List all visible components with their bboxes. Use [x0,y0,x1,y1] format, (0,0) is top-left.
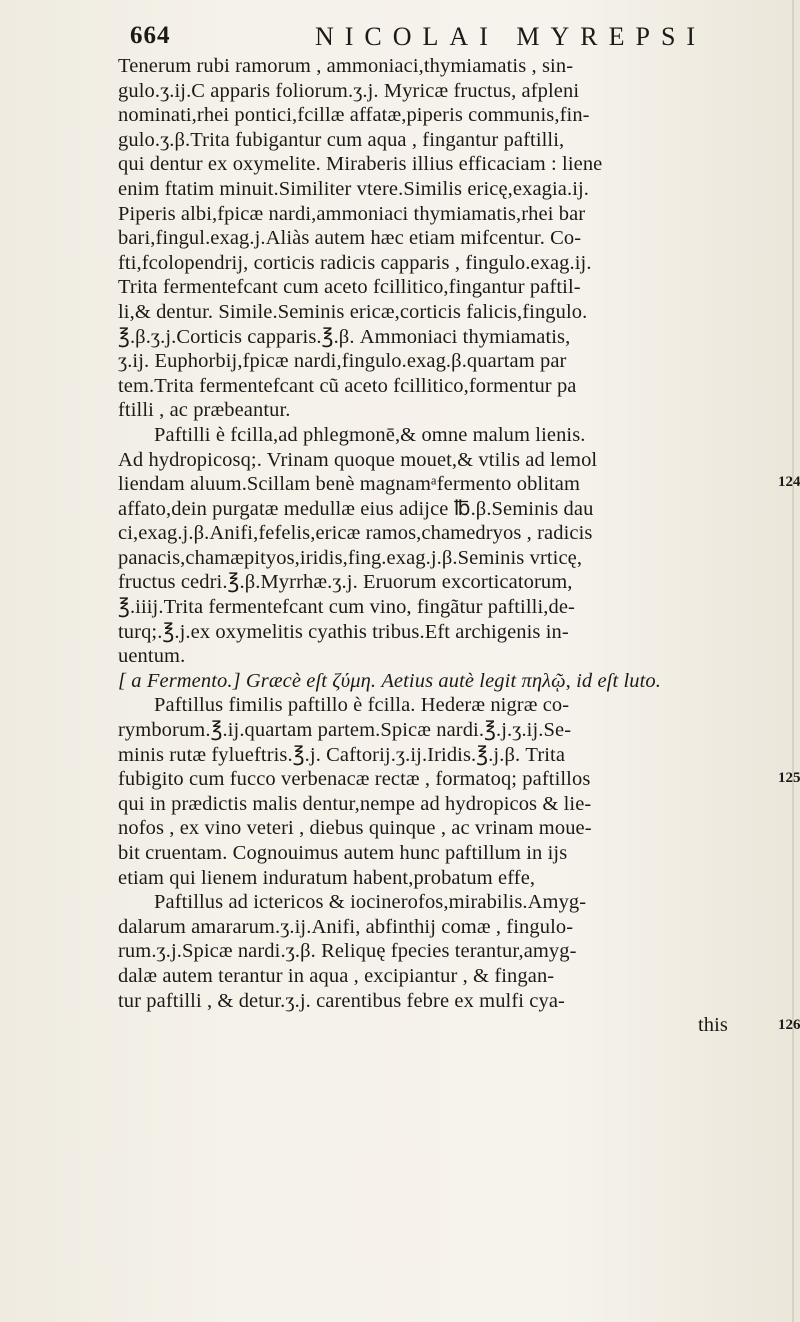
annotation-note: [ a Fermento.] Græcè eſt ζύμη. Aetius autè legit πηλῷ, id eſt luto. [118,669,662,692]
text-line: ℥.β.ʒ.j.Corticis capparis.℥.β. Ammoniaci thymiamatis, [118,325,571,348]
text-line: liendam aluum.Scillam benè magnamᵃfermento oblitam [118,473,581,496]
text-line: Piperis albi,fpicæ nardi,ammoniaci thymiamatis,rhei bar [118,202,586,225]
text-line: gulo.ʒ.β.Trita fubigantur cum aqua , fingantur paftilli, [118,128,565,151]
text-line: qui in prædictis malis dentur,nempe ad hydropicos & lie- [118,792,592,815]
margin-number: 124 [778,474,800,490]
text-line: tem.Trita fermentefcant cũ aceto fcillitico,formentur pa [118,374,577,397]
text-line: enim ftatim minuit.Similiter vtere.Similis ericę,exagia.ij. [118,177,590,200]
text-line: rum.ʒ.j.Spicæ nardi.ʒ.β. Reliquę fpecies terantur,amyg- [118,940,577,963]
page-edge [792,0,794,1322]
text-line: li,& dentur. Simile.Seminis ericæ,corticis falicis,fingulo. [118,300,588,323]
text-line: tur paftilli , & detur.ʒ.j. carentibus febre ex mulfi cya- [118,989,565,1012]
text-line: bari,fingul.exag.j.Aliàs autem hæc etiam mifcentur. Co- [118,227,582,250]
catchword: this [697,1014,728,1037]
text-line: ℥.iiij.Trita fermentefcant cum vino, fingãtur paftilli,de- [118,596,575,619]
running-head [130,22,750,56]
text-line: fubigito cum fucco verbenacæ rectæ , formatoq; paftillos [118,768,591,791]
text-line: nominati,rhei pontici,fcillæ affatæ,piperis communis,fin- [118,104,590,127]
text-line: nofos , ex vino veteri , diebus quinque , ac vrinam moue- [118,817,592,840]
text-line: fructus cedri.℥.β.Myrrhæ.ʒ.j. Eruorum excorticatorum, [118,571,573,594]
text-line: etiam qui lienem induratum habent,probatum effe, [118,866,536,889]
text-line: Ad hydropicosq;. Vrinam quoque mouet,& vtilis ad lemol [118,448,598,471]
text-line: dalarum amararum.ʒ.ij.Anifi, abfinthij comæ , fingulo- [118,915,574,938]
section-heading-line: Paftillus fimilis paftillo è fcilla. Hederæ nigræ co- [154,694,570,717]
text-line: dalæ autem terantur in aqua , excipiantur , & fingan- [118,964,555,987]
margin-number: 125 [778,770,800,786]
page-number: 664 [130,22,171,49]
text-line: Trita fermentefcant cum aceto fcillitico,fingantur paftil- [118,276,581,299]
text-line: ʒ.ij. Euphorbij,fpicæ nardi,fingulo.exag.β.quartam par [118,350,567,373]
text-line: uentum. [118,645,186,668]
text-line: bit cruentam. Cognouimus autem hunc paftillum in ijs [118,842,568,864]
section-heading-line: Paftilli è fcilla,ad phlegmonē,& omne malum lienis. [154,423,586,446]
section-heading-line: Paftillus ad ictericos & iocinerofos,mirabilis.Amyg- [154,891,587,914]
header-title: NICOLAI MYREPSI [315,22,707,51]
text-line: gulo.ʒ.ij.C apparis foliorum.ʒ.j. Myricæ fructus, afpleni [118,79,580,102]
text-line: Tenerum rubi ramorum , ammoniaci,thymiamatis , sin- [118,55,574,77]
body-text [118,54,758,1038]
margin-number: 126 [778,1017,800,1033]
text-line: ftilli , ac præbeantur. [118,399,291,422]
text-line: affato,dein purgatæ medullæ eius adijce ℔.β.Seminis dau [118,497,594,520]
text-line: panacis,chamæpityos,iridis,fing.exag.j.β.Seminis vrticę, [118,546,583,569]
text-line: minis rutæ fylueftris.℥.j. Caftorij.ʒ.ij.Iridis.℥.j.β. Trita [118,743,566,766]
text-line: rymborum.℥.ij.quartam partem.Spicæ nardi.℥.j.ʒ.ij.Se- [118,719,572,742]
text-line: ci,exag.j.β.Anifi,fefelis,ericæ ramos,chamedryos , radicis [118,522,593,545]
text-line: fti,fcolopendrij, corticis radicis capparis , fingulo.exag.ij. [118,251,592,274]
text-line: qui dentur ex oxymelite. Miraberis illius efficaciam : liene [118,153,603,176]
text-line: turq;.℥.j.ex oxymelitis cyathis tribus.Eft archigenis in- [118,620,569,643]
